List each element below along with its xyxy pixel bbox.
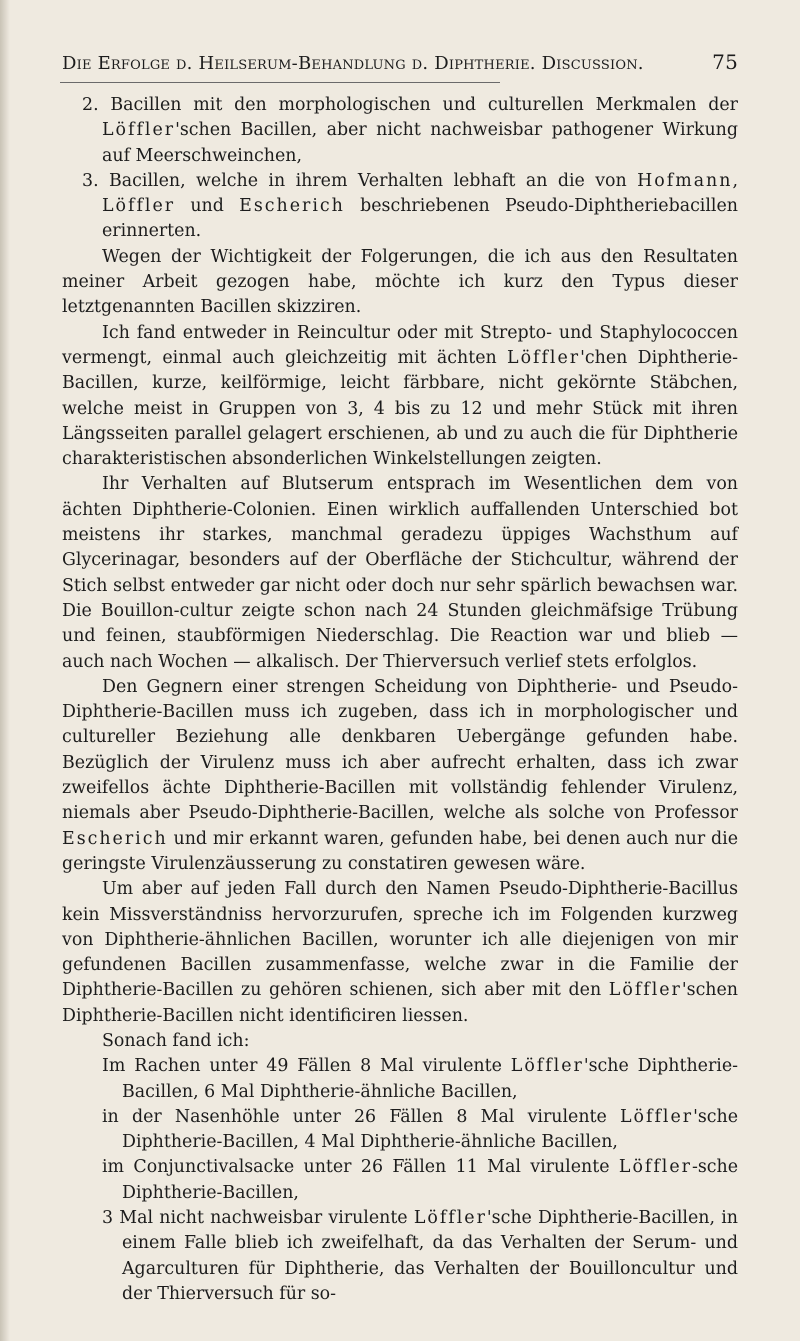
paragraph: Den Gegnern einer strengen Scheidung von Diphtherie- und Pseudo-Diphtherie-Bacillen muss ich zugeben, dass ich in morphologischer und cultureller Beziehung alle denkbaren Uebergänge gefunden habe. Bezüglich der Virulenz muss ich aber aufrecht erhalten, dass ich zwar zweifellos ächte Diphtherie-Bacillen mit vollständig fehlender Virulenz, niemals aber Pseudo-Diphtherie-Bacillen, welche als solche von Professor Escherich und mir erkannt waren, gefunden habe, bei denen auch nur die geringste Virulenzäusserung zu constatiren gewesen wäre. [62,676,738,874]
binding-shadow [0,0,10,1341]
paragraph: Wegen der Wichtigkeit der Folgerungen, die ich aus den Resultaten meiner Arbeit gezogen habe, möchte ich kurz den Typus dieser letztgenannten Bacillen skizziren. [62,246,738,318]
header-rule [60,82,500,83]
list-item-3: 3. Bacillen, welche in ihrem Verhalten lebhaft an die von Hofmann, Löffler und Escherich beschriebenen Pseudo-Diphtheriebacillen erinnerten. [82,170,738,242]
running-title: Die Erfolge d. Heilserum-Behandlung d. Diphtherie. Discussion. [62,53,644,74]
finding-item: Im Rachen unter 49 Fällen 8 Mal virulente Löffler'sche Diphtherie-Bacillen, 6 Mal Diphtherie-ähnliche Bacillen, [102,1056,739,1102]
list-item-2: 2. Bacillen mit den morphologischen und culturellen Merkmalen der Löffler'schen Bacillen, aber nicht nachweisbar pathogener Wirkung auf Meerschweinchen, [82,95,738,166]
finding-item: 3 Mal nicht nachweisbar virulente Löffler'sche Diphtherie-Bacillen, in einem Falle blieb ich zweifelhaft, da das Verhalten der Serum- und Agarculturen für Diphtherie, das Verhalten der Bouilloncultur und der Thierversuch für so- [102,1208,738,1304]
paragraph: Sonach fand ich: [102,1030,250,1051]
finding-item: im Conjunctivalsacke unter 26 Fällen 11 Mal virulente Löffler-sche Diphtherie-Bacillen, [102,1157,738,1203]
running-header [62,50,738,74]
paragraph: Ich fand entweder in Reincultur oder mit Strepto- und Staphylococcen vermengt, einmal auch gleichzeitig mit ächten Löffler'chen Diphtherie-Bacillen, kurze, keilförmige, leicht färbbare, nicht gekörnte Stäbchen, welche meist in Gruppen von 3, 4 bis zu 12 und mehr Stück mit ihren Längsseiten parallel gelagert erschienen, ab und zu auch die für Diphtherie charakteristischen absonderlichen Winkelstellungen zeigten. [62,322,738,470]
paragraph: Um aber auf jeden Fall durch den Namen Pseudo-Diphtherie-Bacillus kein Missverständniss hervorzurufen, spreche ich im Folgenden kurzweg von Diphtherie-ähnlichen Bacillen, worunter ich alle diejenigen von mir gefundenen Bacillen zusammenfasse, welche zwar in die Familie der Diphtherie-Bacillen zu gehören schienen, sich aber mit den Löffler'schen Diphtherie-Bacillen nicht identificiren liessen. [62,879,738,1026]
page-number: 75 [712,50,738,74]
finding-item: in der Nasenhöhle unter 26 Fällen 8 Mal virulente Löffler'sche Diphtherie-Bacillen, 4 Mal Diphtherie-ähnliche Bacillen, [102,1106,738,1153]
paragraph: Ihr Verhalten auf Blutserum entsprach im Wesentlichen dem von ächten Diphtherie-Colonien. Einen wirklich auffallenden Unterschied bot meistens ihr starkes, manchmal geradezu üppiges Wachsthum auf Glycerinagar, besonders auf der Oberfläche der Stichcultur, während der Stich selbst entweder gar nicht oder doch nur sehr spärlich bewachsen war. Die Bouillon-cultur zeigte schon nach 24 Stunden gleichmäfsige Trübung und feinen, staubförmigen Niederschlag. Die Reaction war und blieb — auch nach Wochen — alkalisch. Der Thierversuch verlief stets erfolglos. [62,474,738,672]
page-body [62,93,738,1307]
